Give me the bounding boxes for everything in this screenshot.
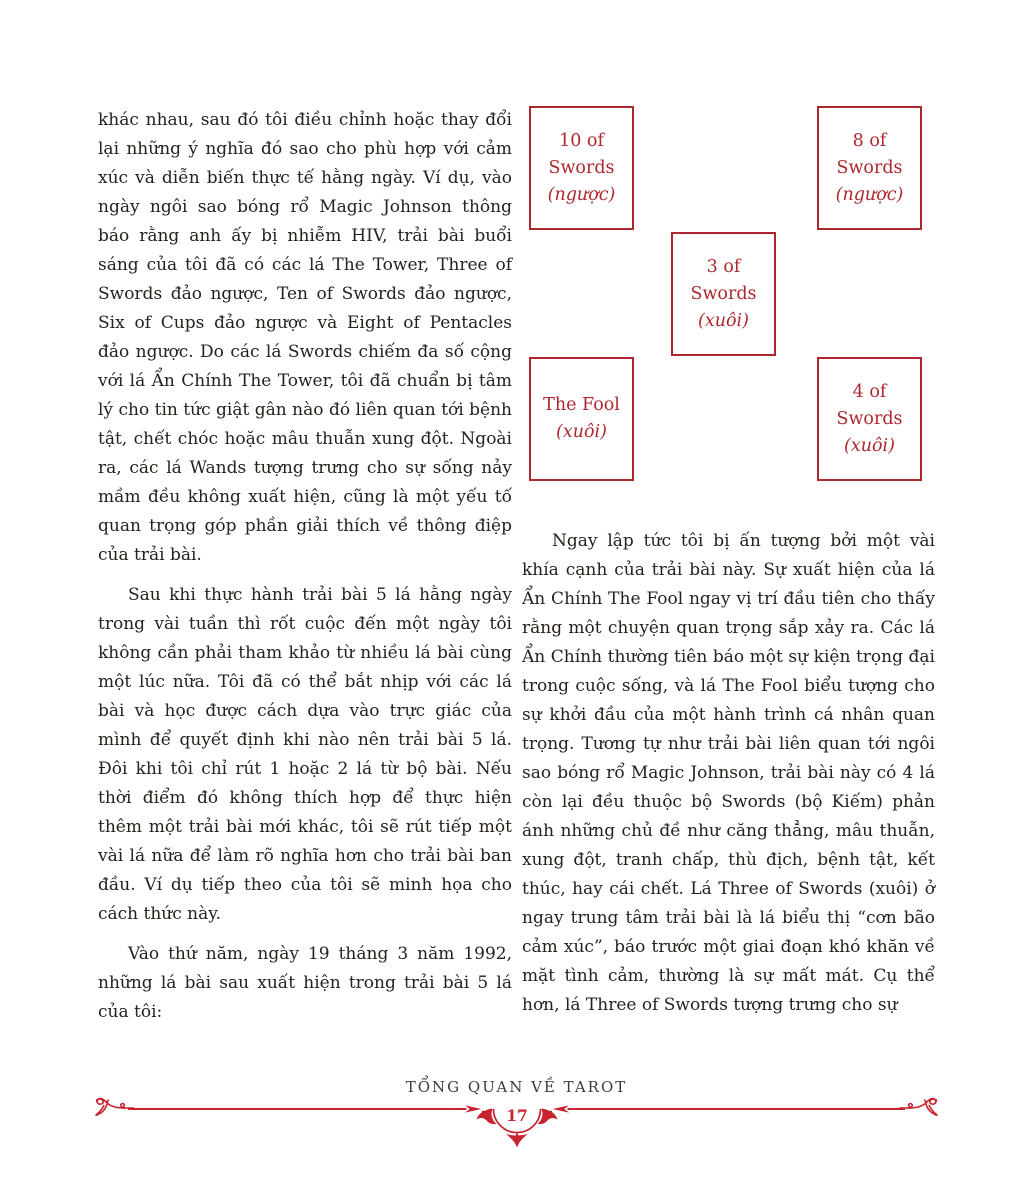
tarot-card-8-of-swords — [817, 106, 922, 230]
page-number: 17 — [505, 1106, 528, 1125]
decorative-divider — [98, 1102, 935, 1148]
paragraph: Vào thứ năm, ngày 19 tháng 3 năm 1992, những lá bài sau xuất hiện trong trải bài 5 lá của tôi: — [98, 944, 512, 1022]
card-spread-diagram — [522, 106, 935, 481]
card-title: 10 of Swords — [548, 130, 615, 178]
tarot-card-the-fool — [529, 357, 634, 481]
card-orientation: (xuôi) — [698, 310, 749, 331]
card-orientation: (xuôi) — [556, 422, 607, 442]
running-title: TỔNG QUAN VỀ TAROT — [405, 1078, 628, 1096]
card-title: 8 of Swords — [836, 130, 903, 178]
page-number-ornament — [455, 1102, 579, 1148]
card-orientation: (ngược) — [547, 184, 616, 205]
right-column — [522, 106, 935, 1038]
tarot-card-4-of-swords — [817, 357, 922, 481]
card-title: The Fool — [543, 395, 620, 415]
card-title: 4 of Swords — [836, 381, 903, 429]
left-column — [98, 106, 512, 1038]
divider-line-right — [568, 1108, 906, 1110]
card-orientation: (xuôi) — [844, 435, 895, 456]
card-orientation: (ngược) — [835, 184, 904, 205]
page-footer — [98, 1078, 935, 1148]
paragraph: Sau khi thực hành trải bài 5 lá hằng ngày trong vài tuần thì rốt cuộc đến một ngày tôi không cần phải tham khảo từ nhiều lá bài cùng một lúc nữa. Tôi đã có thể bắt nhịp với các lá bài và học được cách dựa vào trực giác của mình để quyết định khi nào nên trải bài 5 lá. Đôi khi tôi chỉ rút 1 hoặc 2 lá từ bộ bài. Nếu thời điểm đó không thích hợp để thực hiện thêm một trải bài mới khác, tôi sẽ rút tiếp một vài lá nữa để làm rõ nghĩa hơn cho trải bài ban đầu. Ví dụ tiếp theo của tôi sẽ minh họa cho cách thức này. — [98, 585, 512, 924]
paragraph: khác nhau, sau đó tôi điều chỉnh hoặc thay đổi lại những ý nghĩa đó sao cho phù hợp với cảm xúc và diễn biến thực tế hằng ngày. Ví dụ, vào ngày ngôi sao bóng rổ Magic Johnson thông báo rằng anh ấy bị nhiễm HIV, trải bài buổi sáng của tôi đã có các lá The Tower, Three of Swords đảo ngược, Ten of Swords đảo ngược, Six of Cups đảo ngược và Eight of Pentacles đảo ngược. Do các lá Swords chiếm đa số cộng với lá Ẩn Chính The Tower, tôi đã chuẩn bị tâm lý cho tin tức giật gân nào đó liên quan tới bệnh tật, chết chóc hoặc mâu thuẫn xung đột. Ngoài ra, các lá Wands tượng trưng cho sự sống nảy mầm đều không xuất hiện, cũng là một yếu tố quan trọng góp phần giải thích về thông điệp của trải bài. — [98, 110, 512, 565]
card-title: 3 of Swords — [690, 256, 757, 304]
paragraph: Ngay lập tức tôi bị ấn tượng bởi một vài khía cạnh của trải bài này. Sự xuất hiện của lá Ẩn Chính The Fool ngay vị trí đầu tiên cho thấy rằng một chuyện quan trọng sắp xảy ra. Các lá Ẩn Chính thường tiên báo một sự kiện trọng đại trong cuộc sống, và lá The Fool biểu tượng cho sự khởi đầu của một hành trình cá nhân quan trọng. Tương tự như trải bài liên quan tới ngôi sao bóng rổ Magic Johnson, trải bài này có 4 lá còn lại đều thuộc bộ Swords (bộ Kiếm) phản ánh những chủ đề như căng thẳng, mâu thuẫn, xung đột, tranh chấp, thù địch, bệnh tật, kết thúc, hay cái chết. Lá Three of Swords (xuôi) ở ngay trung tâm trải bài là lá biểu thị “cơn bão cảm xúc”, báo trước một giai đoạn khó khăn về mặt tình cảm, thường là sự mất mát. Cụ thể hơn, lá Three of Swords tượng trưng cho sự — [522, 531, 935, 1015]
text-columns — [98, 106, 935, 1038]
tarot-card-3-of-swords — [671, 232, 776, 356]
divider-line-left — [128, 1108, 466, 1110]
tarot-card-10-of-swords — [529, 106, 634, 230]
flourish-right-icon — [899, 1095, 939, 1121]
